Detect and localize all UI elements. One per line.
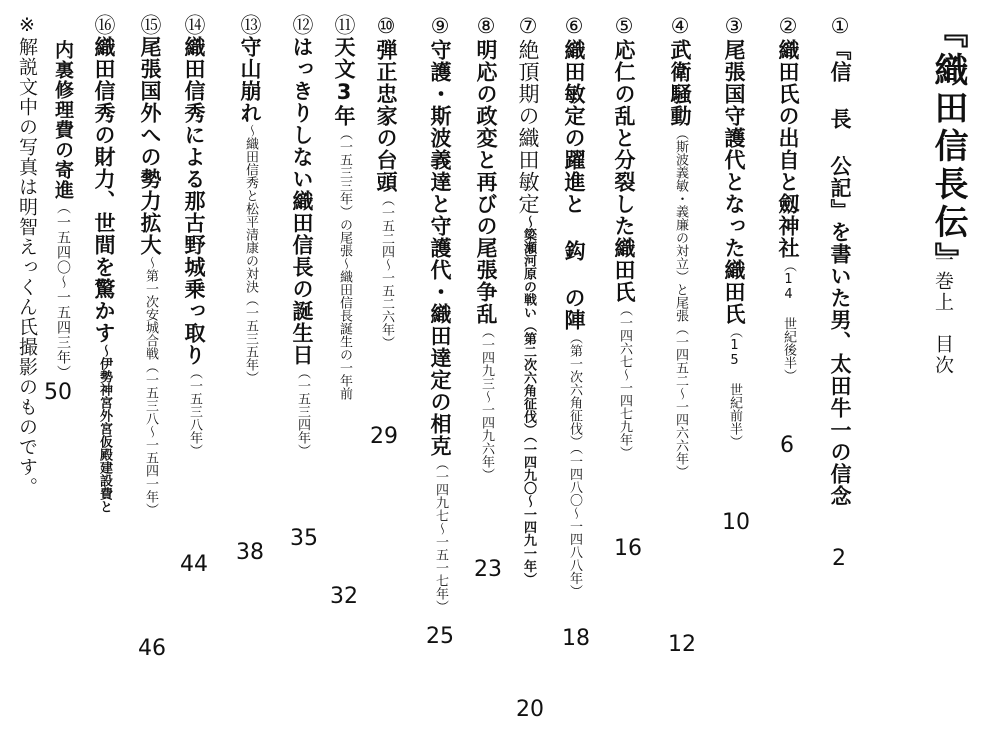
entry-title: 天文3年 [332,36,356,127]
entry-title: 尾張国守護代となった織田氏 [722,39,746,325]
toc-entry-9[interactable] [428,14,452,613]
toc-entry-1[interactable] [828,14,852,507]
page-number: 18 [562,626,590,651]
toc-entry-8[interactable] [474,14,498,481]
page-number: 20 [516,697,544,722]
entry-number: ⑩ [374,14,398,39]
toc-entry-10[interactable] [374,14,398,349]
entry-number: ③ [722,14,746,39]
continuation-text: 内裏修理費の寄進 [52,40,74,200]
entry-number: ⑫ [290,14,314,36]
entry-title: 尾張国外への勢力拡大 [138,36,162,256]
entry-number: ④ [668,14,692,39]
entry-title: 守山崩れ [238,36,262,124]
toc-entry-11[interactable] [332,14,356,400]
page-number: 46 [138,636,166,661]
toc-entry-16-continuation[interactable] [50,40,77,380]
entry-title: 『信 長 公記』を書いた男、太田牛一の信念 [828,39,852,507]
page-number: 32 [330,584,358,609]
entry-title: はっきりしない織田信長の誕生日 [290,36,314,366]
page-number: 35 [290,526,318,551]
entry-subtitle: ～第一次安城合戦（一五三八～一五四一年） [143,256,158,516]
page-number: 25 [426,624,454,649]
page-number: 2 [832,546,846,571]
toc-entry-13[interactable] [238,14,262,384]
entry-number: ⑭ [182,14,206,36]
page-number: 44 [180,552,208,577]
entry-title: 明応の政変と再びの尾張争乱 [474,39,498,325]
entry-title: 守護・斯波義達と守護代・織田達定の相克 [428,39,452,457]
entry-number: ⑥ [562,14,586,39]
page-number: 29 [370,424,398,449]
entry-subtitle: ～織田信秀と松平清康の対決（一五三五年） [243,124,258,384]
toc-entry-4[interactable] [668,14,692,478]
entry-subtitle: （一四九七～一五一七年） [433,457,448,613]
page-number: 12 [668,632,696,657]
entry-subtitle: （一五三八年） [187,366,202,457]
toc-entry-7[interactable] [516,14,540,586]
toc-entry-3[interactable] [722,14,746,448]
entry-subtitle: ～簗瀬河原の戦い（第二次六角征伐）（一四九〇～一四九一年） [521,215,536,586]
entry-number: ⑤ [612,14,636,39]
document-title: 『織田信長伝』 [928,14,968,280]
toc-entry-14[interactable] [182,14,206,457]
page-number: 6 [780,433,794,458]
entry-subtitle: ～伊勢神宮外宮仮殿建設費と [97,344,112,513]
entry-title: 絶頂期の織田敏定 [516,39,540,215]
entry-title: 応仁の乱と分裂した織田氏 [612,39,636,303]
page-number: 16 [614,536,642,561]
entry-number: ⑪ [332,14,356,36]
page-number: 38 [236,540,264,565]
entry-number: ⑯ [92,14,116,36]
entry-title: 織田氏の出自と劔神社 [776,39,800,259]
page-number: 50 [44,380,72,405]
entry-subtitle: （一四六七～一四七九年） [617,303,632,459]
entry-subtitle: （一四九三～一四九六年） [479,325,494,481]
toc-entry-6[interactable] [562,14,586,598]
entry-subtitle: （第一次六角征伐）（一四八〇～一四八八年） [567,331,582,598]
entry-number: ① [828,14,852,39]
entry-title: 織田信秀による那古野城乗っ取り [182,36,206,366]
entry-number: ⑬ [238,14,262,36]
entry-subtitle: （一五三四年） [295,366,310,457]
entry-number: ② [776,14,800,39]
page-number: 10 [722,510,750,535]
toc-entry-5[interactable] [612,14,636,459]
continuation-subtitle: （一五四〇～一五四三年） [55,200,71,380]
entry-subtitle: （一五二四～一五二六年） [379,193,394,349]
entry-number: ⑧ [474,14,498,39]
toc-entry-16[interactable] [92,14,116,513]
toc-entry-15[interactable] [138,14,162,516]
volume-label: 一巻上 目次 [932,250,954,376]
entry-subtitle: （斯波義敏・義廉の対立）と尾張（一四五二～一四六六年） [673,127,688,478]
entry-title: 織田敏定の躍進と 鈎 の陣 [562,39,586,331]
footnote: ※解説文中の写真は明智えっくん氏撮影のものです。 [16,14,38,497]
entry-number: ⑮ [138,14,162,36]
entry-title: 弾正忠家の台頭 [374,39,398,193]
entry-number: ⑦ [516,14,540,39]
entry-title: 織田信秀の財力、世間を驚かす [92,36,116,344]
entry-subtitle: （14 世紀後半） [781,259,796,382]
entry-subtitle: （一五三三年）の尾張～織田信長誕生の一年前 [337,127,352,400]
page-number: 23 [474,557,502,582]
entry-subtitle: （15 世紀前半） [727,325,742,448]
entry-title: 武衛騒動 [668,39,692,127]
entry-number: ⑨ [428,14,452,39]
toc-entry-2[interactable] [776,14,800,382]
toc-entry-12[interactable] [290,14,314,457]
